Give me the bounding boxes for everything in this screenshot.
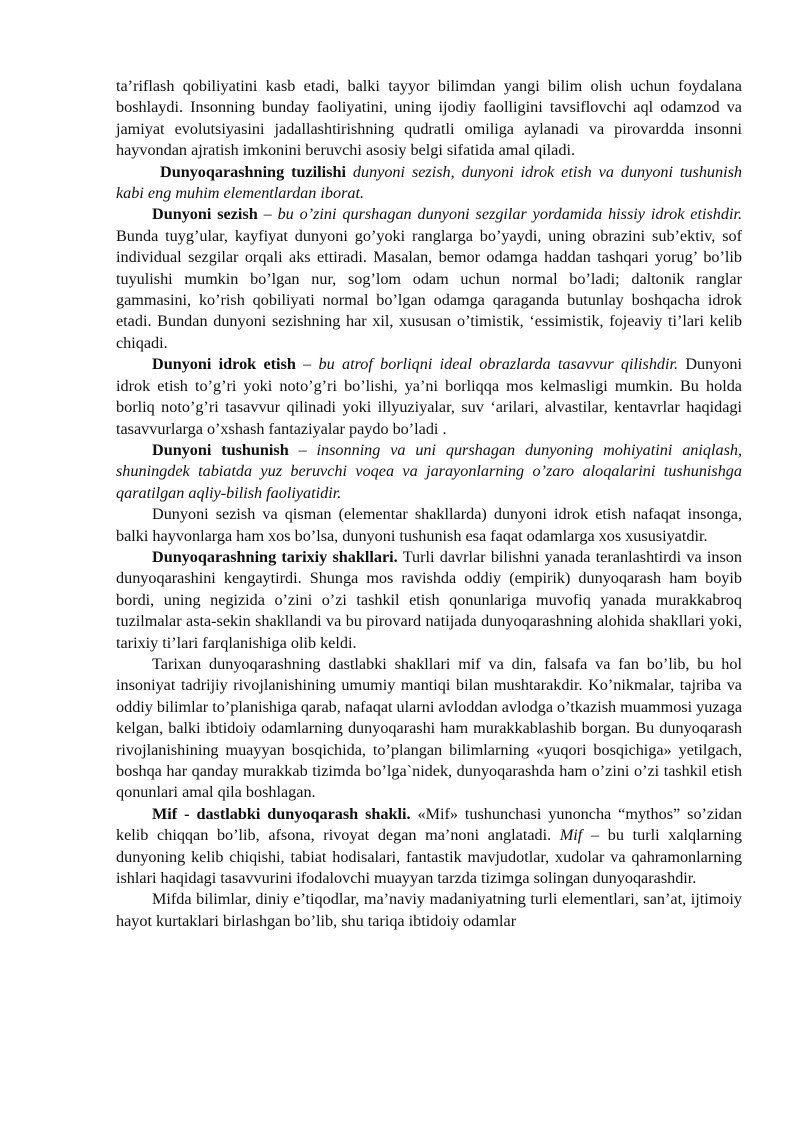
definition-sensing-world: bu o’zini qurshagan dunyoni sezgilar yordamida hissiy idrok etishdir.	[277, 205, 742, 224]
paragraph-historical-forms	[116, 547, 742, 654]
paragraph-myth-knowledge: Mifda bilimlar, diniy e’tiqodlar, ma’naviy madaniyatning turli elementlari, san’at, ijtimoiy hayot kurtaklari birlashgan bo’lib, shu tariqa ibtidoiy odamlar	[116, 890, 742, 930]
term-sensing-world: Dunyoni sezish	[152, 205, 258, 224]
term-historical-forms: Dunyoqarashning tarixiy shakllari.	[152, 547, 398, 566]
paragraph-sensing-comparison: Dunyoni sezish va qisman (elementar shakllarda) dunyoni idrok etish nafaqat insonga, balki hayvonlarga ham xos bo’lsa, dunyoni tushunish esa faqat odamlarga xos xususiyatdir.	[116, 505, 742, 545]
document-body	[116, 76, 742, 932]
body-perceiving-world: Dunyoni idrok etish to’g’ri yoki noto’g’ri bo’lishi, ya’ni borliqqa mos kelmasligi mumkin. Bu holda borliq noto’g’ri tasavvur qilinadi yoki illyuziyalar, suv ‘arilari, alvastilar, kentavrlar haqidagi tasavvurlarga o’xshash fantaziyalar paydo bo’ladi .	[116, 355, 743, 438]
definition-worldview-structure: dunyoni sezish, dunyoni idrok etish va dunyoni tushunish kabi eng muhim elementlardan iborat.	[116, 162, 742, 203]
body-historical-forms: Turli davrlar bilishni yanada teranlashtirdi va inson dunyoqarashini kengaytirdi. Shunga mos ravishda oddiy (empirik) dunyoqarash ham boyib bordi, uning negizida o’zini o’zi tashkil etish qonunlariga muvofiq yanada murakkabroq tuzilmalar asta-sekin shakllandi va bu pirovard natijada dunyoqarashning alohida shakllari yoki, tarixiy ti’lari farqlanishiga olib keldi.	[116, 547, 742, 652]
paragraph-worldview-structure	[116, 162, 742, 205]
term-understanding-world: Dunyoni tushunish	[152, 440, 289, 459]
term-myth-italic: Mif	[559, 826, 583, 845]
definition-perceiving-world: bu atrof borliqni ideal obrazlarda tasavvur qilishdir.	[318, 355, 679, 374]
term-worldview-structure: Dunyoqarashning tuzilishi	[160, 162, 346, 181]
paragraph-understanding-world: Dunyoni tushunish – insonning va uni qurshagan dunyoning mohiyatini aniqlash, shuningdek tabiatda yuz beruvchi voqea va jarayonlarning o’zaro aloqalarini tushunishga qaratilgan aqliy-bilish faoliyatidir.	[116, 440, 743, 502]
paragraph-myth: Mif - dastlabki dunyoqarash shakli. «Mif» tushunchasi yunoncha “mythos” so’zidan kelib chiqqan bo’lib, afsona, rivoyat degan ma’noni anglatadi. Mif – bu turli xalqlarning dunyoning kelib chiqishi, tabiat hodisalari, fantastik mavjudotlar, xudolar va qahramonlarning ishlari haqidagi tasavvurini ifodalovchi muayyan tarzda tizimga solingan dunyoqarashdir.	[116, 804, 742, 888]
paragraph-early-forms: Tarixan dunyoqarashning dastlabki shakllari mif va din, falsafa va fan bo’lib, bu hol insoniyat tadrijiy rivojlanishining umumiy mantiqi bilan mushtarakdir. Ko’nikmalar, tajriba va oddiy bilimlar to’planishiga qarab, nafaqat ularni avloddan avlodga o’tkazish muammosi yuzaga kelgan, balki ibtidoiy odamlarning dunyoqarashi ham murakkablashib borgan. Bu dunyoqarash rivojlanishining muayyan bosqichida, to’plangan bilimlarning «yuqori bosqichiga» yetilgach, boshqa har qanday murakkab tizimda bo’lga`nidek, dunyoqarashda ham o’zini o’zi tashkil etish qonunlari amal qila boshlagan.	[116, 654, 742, 802]
term-perceiving-world: Dunyoni idrok etish	[152, 355, 296, 374]
paragraph-perceiving-world: Dunyoni idrok etish – bu atrof borliqni ideal obrazlarda tasavvur qilishdir. Dunyoni idrok etish to’g’ri yoki noto’g’ri bo’lishi, ya’ni borliqqa mos kelmasligi mumkin. Bu holda borliq noto’g’ri tasavvur qilinadi yoki illyuziyalar, suv ‘arilari, alvastilar, kentavrlar haqidagi tasavvurlarga o’xshash fantaziyalar paydo bo’ladi .	[116, 355, 743, 438]
paragraph-sensing-world: Dunyoni sezish – bu o’zini qurshagan dunyoni sezgilar yordamida hissiy idrok etishdir. Bunda tuyg’ular, kayfiyat dunyoni go’yoki ranglarga bo’yaydi, uning obrazini sub’ektiv, sof individual sezgilar orqali aks ettiradi. Masalan, bemor odamga haddan tashqari yorug’ bo’lib tuyulishi mumkin bo’lgan nur, sog’lom odam uchun normal bo’ladi; daltonik ranglar gammasini, ko’rish qobiliyati normal bo’lgan odamga qaraganda butunlay boshqacha idrok etadi. Bundan dunyoni sezishning har xil, xususan o’timistik, ‘essimistik, fojeaviy ti’lari kelib chiqadi.	[116, 205, 742, 352]
term-myth: Mif - dastlabki dunyoqarash shakli.	[152, 804, 411, 823]
definition-understanding-world: insonning va uni qurshagan dunyoning mohiyatini aniqlash, shuningdek tabiatda yuz beruvchi voqea va jarayonlarning o’zaro aloqalarini tushunishga qaratilgan aqliy-bilish faoliyatidir.	[116, 440, 743, 502]
body-sensing-world: Bunda tuyg’ular, kayfiyat dunyoni go’yoki ranglarga bo’yaydi, uning obrazini sub’ektiv, sof individual sezgilar orqali aks ettiradi. Masalan, bemor odamga haddan tashqari yorug’ bo’lib tuyulishi mumkin bo’lgan nur, sog’lom odam uchun normal bo’ladi; daltonik ranglar gammasini, ko’rish qobiliyati normal bo’lgan odamga qaraganda butunlay boshqacha idrok etadi. Bundan dunyoni sezishning har xil, xususan o’timistik, ‘essimistik, fojeaviy ti’lari kelib chiqadi.	[116, 226, 742, 352]
paragraph-continuation: ta’riflash qobiliyatini kasb etadi, balki tayyor bilimdan yangi bilim olish uchun foydalana boshlaydi. Insonning bunday faoliyatini, uning ijodiy faolligini tavsiflovchi aql odamzod va jamiyat evolutsiyasini jadallashtirishning qudratli omiliga aylanadi va pirovardda insonni hayvondan ajratish imkonini beruvchi asosiy belgi sifatida amal qiladi.	[116, 77, 742, 160]
